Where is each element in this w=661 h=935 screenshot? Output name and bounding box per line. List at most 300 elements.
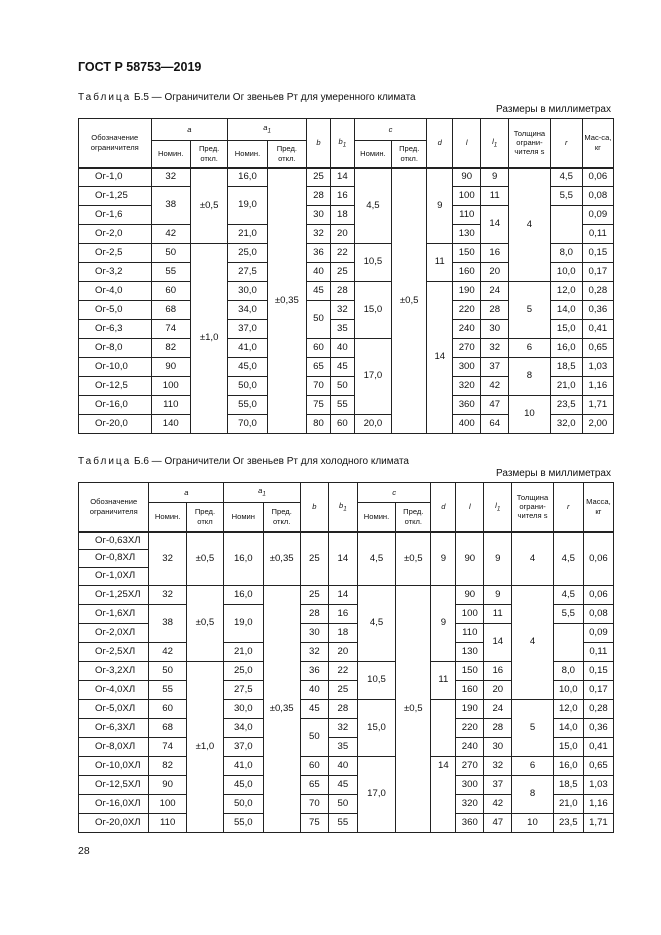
table6-cell-desig: Ог-5,0ХЛ bbox=[79, 700, 149, 719]
table5-cell-l1: 42 bbox=[481, 377, 509, 396]
table6-cell-a: 82 bbox=[149, 757, 186, 776]
table6-cell-desig: Ог-2,5ХЛ bbox=[79, 643, 149, 662]
table6-header-mass: Масса, кг bbox=[583, 483, 613, 532]
table5-cell-b1: 55 bbox=[330, 396, 354, 415]
table5-cell-c: 15,0 bbox=[354, 282, 391, 339]
table6-header-l1-label: l bbox=[495, 500, 497, 510]
table6-cell-l1: 42 bbox=[484, 795, 512, 814]
table6-cell-r: 18,5 bbox=[553, 776, 583, 795]
table6-header-a1-sub: 1 bbox=[262, 490, 266, 498]
table6-cell-l1: 11 bbox=[484, 605, 512, 624]
table5-header-b1 bbox=[330, 119, 354, 168]
table5-subheader-nom-c: Номин. bbox=[354, 141, 391, 168]
table6-cell-c: 4,5 bbox=[357, 532, 395, 586]
table6-cell-a1: 27,5 bbox=[224, 681, 263, 700]
table5-header-row bbox=[79, 119, 614, 141]
page-number: 28 bbox=[78, 845, 90, 857]
table5-cell-c: 4,5 bbox=[354, 168, 391, 244]
table6-cell-mass: 0,06 bbox=[583, 586, 613, 605]
table5-cell-l1: 11 bbox=[481, 187, 509, 206]
table6-cell-tol-a: ±0,5 bbox=[186, 586, 223, 662]
table6-cell-tol-a1: ±0,35 bbox=[263, 586, 300, 833]
table5-cell-b1: 20 bbox=[330, 225, 354, 244]
table5-cell-mass: 0,17 bbox=[582, 263, 613, 282]
table6-caption-lead: Таблица bbox=[78, 456, 132, 467]
table6-cell-b: 45 bbox=[300, 700, 328, 719]
table6-subheader-tol-a: Пред. откл bbox=[186, 503, 223, 532]
table5-cell-b: 80 bbox=[307, 415, 331, 434]
table5-cell-desig: Ог-1,6 bbox=[79, 206, 152, 225]
table6-cell-desig: Ог-3,2ХЛ bbox=[79, 662, 149, 681]
table6-cell-a1: 34,0 bbox=[224, 719, 263, 738]
table6-header-l: l bbox=[456, 483, 484, 532]
table5-cell-b1: 25 bbox=[330, 263, 354, 282]
table5-cell-tol-c: ±0,5 bbox=[392, 168, 427, 434]
table5-cell-r: 32,0 bbox=[550, 415, 582, 434]
table5-cell-a: 74 bbox=[151, 320, 190, 339]
table5-cell-b1: 45 bbox=[330, 358, 354, 377]
table6-cell-a: 55 bbox=[149, 681, 186, 700]
table6-cell-b1: 25 bbox=[328, 681, 357, 700]
table6-cell-l1: 32 bbox=[484, 757, 512, 776]
table-row bbox=[79, 396, 614, 415]
table5-header-mass: Мас-са, кг bbox=[582, 119, 613, 168]
table5-cell-b1: 14 bbox=[330, 168, 354, 187]
table6-header-row bbox=[79, 483, 614, 503]
table6-header-a: a bbox=[149, 483, 224, 503]
table5-cell-l: 320 bbox=[453, 377, 481, 396]
table6-cell-l: 90 bbox=[456, 586, 484, 605]
table5-cell-l: 150 bbox=[453, 244, 481, 263]
table6-cell-desig: Ог-2,0ХЛ bbox=[79, 624, 149, 643]
table5-cell-b1: 16 bbox=[330, 187, 354, 206]
table6-cell-mass: 0,11 bbox=[583, 643, 613, 662]
table6-cell-a: 32 bbox=[149, 586, 186, 605]
table5-cell-l1: 37 bbox=[481, 358, 509, 377]
table5-header-b1-label: b bbox=[338, 136, 343, 146]
table5-header-b1-sub: 1 bbox=[342, 141, 347, 149]
table5-cell-l: 240 bbox=[453, 320, 481, 339]
table6-cell-a: 110 bbox=[149, 814, 186, 833]
table6-cell-a1: 16,0 bbox=[224, 586, 263, 605]
table6-cell-a: 60 bbox=[149, 700, 186, 719]
table5-cell-l: 90 bbox=[453, 168, 481, 187]
table6-cell-l1: 37 bbox=[484, 776, 512, 795]
table5-cell-b1: 18 bbox=[330, 206, 354, 225]
table6-cell-b1: 45 bbox=[328, 776, 357, 795]
table5-cell-mass: 0,09 bbox=[582, 206, 613, 225]
table6-cell-b1: 32 bbox=[328, 719, 357, 738]
table6-cell-desig: Ог-0,63ХЛ bbox=[79, 532, 149, 550]
table-row bbox=[79, 776, 614, 795]
table6-cell-l: 130 bbox=[456, 643, 484, 662]
table5-header-a1-label: a bbox=[263, 123, 268, 133]
table5-cell-c: 17,0 bbox=[354, 339, 391, 415]
table5-cell-desig: Ог-3,2 bbox=[79, 263, 152, 282]
table6-cell-a1: 41,0 bbox=[224, 757, 263, 776]
table5-cell-r: 8,0 bbox=[550, 244, 582, 263]
table6-cell-l: 270 bbox=[456, 757, 484, 776]
table5-cell-l: 360 bbox=[453, 396, 481, 415]
table6-cell-mass: 1,03 bbox=[583, 776, 613, 795]
table5-header-c: c bbox=[354, 119, 427, 141]
table5-cell-a1: 16,0 bbox=[228, 168, 267, 187]
table5-cell-l1: 64 bbox=[481, 415, 509, 434]
table6-cell-a1: 55,0 bbox=[224, 814, 263, 833]
table6-cell-b: 75 bbox=[300, 814, 328, 833]
table6-cell-c: 15,0 bbox=[357, 700, 395, 757]
table5-cell-mass: 0,15 bbox=[582, 244, 613, 263]
table6-cell-l1: 24 bbox=[484, 700, 512, 719]
table6-cell-l: 320 bbox=[456, 795, 484, 814]
table6-cell-c: 10,5 bbox=[357, 662, 395, 700]
table5-cell-l: 160 bbox=[453, 263, 481, 282]
table5-header-desig: Обозначение ограничителя bbox=[79, 119, 152, 168]
table5-cell-mass: 0,28 bbox=[582, 282, 613, 301]
table5-cell-mass: 2,00 bbox=[582, 415, 613, 434]
table6-cell-r bbox=[553, 624, 583, 662]
table6-cell-a1: 19,0 bbox=[224, 605, 263, 643]
table6-cell-l1: 28 bbox=[484, 719, 512, 738]
table5-cell-tol-a: ±0,5 bbox=[190, 168, 227, 244]
table6-cell-a1: 16,0 bbox=[224, 532, 263, 586]
table6-cell-d: 11 bbox=[431, 662, 456, 700]
table6-cell-l1: 9 bbox=[484, 586, 512, 605]
table5-cell-b: 75 bbox=[307, 396, 331, 415]
table6-header-b1-label: b bbox=[338, 500, 344, 510]
table5-cell-desig: Ог-5,0 bbox=[79, 301, 152, 320]
table6-cell-b: 40 bbox=[300, 681, 328, 700]
table5-cell-tol-a1: ±0,35 bbox=[267, 168, 306, 434]
table6-cell-a1: 25,0 bbox=[224, 662, 263, 681]
table5-cell-a1: 55,0 bbox=[228, 396, 267, 415]
table5-cell-a: 68 bbox=[151, 301, 190, 320]
table5-cell-b: 28 bbox=[307, 187, 331, 206]
table6-cell-l: 190 bbox=[456, 700, 484, 719]
table6-header-r: r bbox=[553, 483, 583, 532]
table6-cell-a: 74 bbox=[149, 738, 186, 757]
table5-cell-desig: Ог-6,3 bbox=[79, 320, 152, 339]
table6-cell-r: 12,0 bbox=[553, 700, 583, 719]
table5-subheader-tol-a1: Пред. откл. bbox=[267, 141, 306, 168]
table6-cell-l: 300 bbox=[456, 776, 484, 795]
table6-cell-r: 5,5 bbox=[553, 605, 583, 624]
table5-cell-r: 10,0 bbox=[550, 263, 582, 282]
table5-cell-a: 55 bbox=[151, 263, 190, 282]
table5-cell-a1: 27,5 bbox=[228, 263, 267, 282]
table5-cell-l1: 47 bbox=[481, 396, 509, 415]
table6-cell-d: 9 bbox=[431, 532, 456, 586]
table6-cell-s: 10 bbox=[512, 814, 553, 833]
table5-cell-mass: 0,36 bbox=[582, 301, 613, 320]
table5-cell-desig: Ог-1,0 bbox=[79, 168, 152, 187]
table6-cell-desig: Ог-0,8ХЛ bbox=[79, 550, 149, 568]
table5-cell-desig: Ог-10,0 bbox=[79, 358, 152, 377]
table6-cell-a: 42 bbox=[149, 643, 186, 662]
table6-cell-a: 90 bbox=[149, 776, 186, 795]
table6-cell-b1: 16 bbox=[328, 605, 357, 624]
table6-cell-desig: Ог-10,0ХЛ bbox=[79, 757, 149, 776]
table5-cell-a1: 45,0 bbox=[228, 358, 267, 377]
table5-cell-l1: 28 bbox=[481, 301, 509, 320]
document-title: ГОСТ Р 58753—2019 bbox=[78, 60, 202, 74]
table5-cell-d: 9 bbox=[427, 168, 453, 244]
table6-cell-b1: 20 bbox=[328, 643, 357, 662]
table5-cell-a1: 21,0 bbox=[228, 225, 267, 244]
table5-cell-b: 36 bbox=[307, 244, 331, 263]
table5-cell-r bbox=[550, 206, 582, 244]
table6-cell-b: 30 bbox=[300, 624, 328, 643]
table5-cell-s: 8 bbox=[509, 358, 550, 396]
table5-header-thickness: Толщина ограни-чителя s bbox=[509, 119, 550, 168]
table6-cell-r: 10,0 bbox=[553, 681, 583, 700]
table6-cell-l: 110 bbox=[456, 624, 484, 643]
table6-cell-r: 8,0 bbox=[553, 662, 583, 681]
table6-cell-d bbox=[431, 700, 456, 757]
table6-cell-tol-a: ±1,0 bbox=[186, 662, 223, 833]
table6-cell-l1: 47 bbox=[484, 814, 512, 833]
table5-cell-b: 65 bbox=[307, 358, 331, 377]
table5-cell-a: 42 bbox=[151, 225, 190, 244]
table5-cell-tol-a: ±1,0 bbox=[190, 244, 227, 434]
table6-cell-r: 21,0 bbox=[553, 795, 583, 814]
table5-header-d: d bbox=[427, 119, 453, 168]
table6-header-c: c bbox=[357, 483, 431, 503]
table6-cell-d: 9 bbox=[431, 586, 456, 662]
table6-cell-b1: 35 bbox=[328, 738, 357, 757]
table6-cell-desig: Ог-1,25ХЛ bbox=[79, 586, 149, 605]
table-row bbox=[79, 586, 614, 605]
table6-cell-mass: 0,36 bbox=[583, 719, 613, 738]
table5-cell-r: 12,0 bbox=[550, 282, 582, 301]
table6-header-b1 bbox=[328, 483, 357, 532]
table5-header-a: a bbox=[151, 119, 228, 141]
table6-cell-a: 100 bbox=[149, 795, 186, 814]
table5-cell-b1: 22 bbox=[330, 244, 354, 263]
table5-cell-l: 220 bbox=[453, 301, 481, 320]
table6-cell-mass: 0,28 bbox=[583, 700, 613, 719]
table-row bbox=[79, 700, 614, 719]
table6-cell-b1: 28 bbox=[328, 700, 357, 719]
table5-cell-r: 23,5 bbox=[550, 396, 582, 415]
table5-cell-l: 300 bbox=[453, 358, 481, 377]
table5-header-r: r bbox=[550, 119, 582, 168]
table6-cell-desig: Ог-16,0ХЛ bbox=[79, 795, 149, 814]
table5-header-l1-sub: 1 bbox=[493, 141, 498, 149]
table6-cell-mass: 0,08 bbox=[583, 605, 613, 624]
table5-cell-mass: 0,11 bbox=[582, 225, 613, 244]
table6-cell-b1: 22 bbox=[328, 662, 357, 681]
table5-cell-b: 25 bbox=[307, 168, 331, 187]
table5-cell-l: 130 bbox=[453, 225, 481, 244]
table6-cell-desig: Ог-4,0ХЛ bbox=[79, 681, 149, 700]
table6-cell-desig: Ог-20,0ХЛ bbox=[79, 814, 149, 833]
table5-cell-l: 270 bbox=[453, 339, 481, 358]
table5-cell-r: 14,0 bbox=[550, 301, 582, 320]
table6-cell-a1: 45,0 bbox=[224, 776, 263, 795]
table5-cell-a1: 19,0 bbox=[228, 187, 267, 225]
table6-cell-b: 28 bbox=[300, 605, 328, 624]
table5-cell-s: 5 bbox=[509, 282, 550, 339]
table6-subheader-tol-c: Пред. откл. bbox=[396, 503, 431, 532]
table6-cell-tol-c: ±0,5 bbox=[396, 532, 431, 586]
table5-cell-b1: 40 bbox=[330, 339, 354, 358]
table5-header-a1 bbox=[228, 119, 307, 141]
table5-subheader-tol-c: Пред. откл. bbox=[392, 141, 427, 168]
table5-cell-l1: 20 bbox=[481, 263, 509, 282]
table5-cell-l: 110 bbox=[453, 206, 481, 225]
table6-cell-l: 220 bbox=[456, 719, 484, 738]
table5-cell-mass: 1,71 bbox=[582, 396, 613, 415]
table6-cell-mass: 0,15 bbox=[583, 662, 613, 681]
table5-cell-mass: 0,41 bbox=[582, 320, 613, 339]
table5-cell-b: 60 bbox=[307, 339, 331, 358]
table6-cell-b1: 14 bbox=[328, 532, 357, 586]
table6-cell-desig: Ог-6,3ХЛ bbox=[79, 719, 149, 738]
table6-cell-a1: 21,0 bbox=[224, 643, 263, 662]
table6-cell-d: 14 bbox=[431, 757, 456, 833]
table6-cell-b: 70 bbox=[300, 795, 328, 814]
table6-cell-b: 32 bbox=[300, 643, 328, 662]
table5-cell-s: 10 bbox=[509, 396, 550, 434]
table6 bbox=[78, 482, 614, 833]
table6-cell-l1: 9 bbox=[484, 532, 512, 586]
table5-cell-l1: 14 bbox=[481, 206, 509, 244]
table5-cell-b: 70 bbox=[307, 377, 331, 396]
table5-cell-s: 4 bbox=[509, 168, 550, 282]
table5-cell-l: 190 bbox=[453, 282, 481, 301]
table5-units: Размеры в миллиметрах bbox=[496, 104, 611, 115]
table6-cell-b: 60 bbox=[300, 757, 328, 776]
table6-cell-mass: 1,71 bbox=[583, 814, 613, 833]
table6-caption bbox=[78, 456, 409, 467]
table5-cell-l1: 9 bbox=[481, 168, 509, 187]
table5-cell-b1: 60 bbox=[330, 415, 354, 434]
table5-caption-lead: Таблица bbox=[78, 92, 132, 103]
table5-header-l: l bbox=[453, 119, 481, 168]
table6-cell-tol-c: ±0,5 bbox=[396, 586, 431, 833]
table6-cell-s: 4 bbox=[512, 532, 553, 586]
table6-cell-b: 25 bbox=[300, 532, 328, 586]
table5-cell-b: 50 bbox=[307, 301, 331, 339]
table5-cell-desig: Ог-1,25 bbox=[79, 187, 152, 206]
table6-cell-r: 4,5 bbox=[553, 532, 583, 586]
table5-cell-r: 5,5 bbox=[550, 187, 582, 206]
table6-header-l1 bbox=[484, 483, 512, 532]
table6-cell-desig: Ог-12,5ХЛ bbox=[79, 776, 149, 795]
table6-cell-c: 17,0 bbox=[357, 757, 395, 833]
table6-cell-mass: 0,41 bbox=[583, 738, 613, 757]
table-row bbox=[79, 358, 614, 377]
table5-caption-text: Б.5 — Ограничители Ог звеньев Рт для умеренного климата bbox=[134, 92, 416, 103]
table-row bbox=[79, 282, 614, 301]
table5-cell-r: 16,0 bbox=[550, 339, 582, 358]
table-row bbox=[79, 532, 614, 550]
table6-cell-mass: 0,17 bbox=[583, 681, 613, 700]
table5-cell-c: 10,5 bbox=[354, 244, 391, 282]
table6-cell-l: 360 bbox=[456, 814, 484, 833]
table6-cell-l: 240 bbox=[456, 738, 484, 757]
table6-cell-r: 4,5 bbox=[553, 586, 583, 605]
table5-cell-r: 4,5 bbox=[550, 168, 582, 187]
table6-header-a1-label: a bbox=[258, 486, 263, 496]
table5-cell-l1: 24 bbox=[481, 282, 509, 301]
table6-cell-a: 38 bbox=[149, 605, 186, 643]
table5-cell-b1: 32 bbox=[330, 301, 354, 320]
table5-cell-mass: 0,65 bbox=[582, 339, 613, 358]
table6-cell-s: 8 bbox=[512, 776, 553, 814]
table6-cell-c: 4,5 bbox=[357, 586, 395, 662]
table6-cell-mass: 0,09 bbox=[583, 624, 613, 643]
table6-cell-a: 32 bbox=[149, 532, 186, 586]
table5-cell-b1: 50 bbox=[330, 377, 354, 396]
table6-cell-s: 6 bbox=[512, 757, 553, 776]
table5-cell-a: 110 bbox=[151, 396, 190, 415]
table5-header-l1 bbox=[481, 119, 509, 168]
table5-cell-r: 18,5 bbox=[550, 358, 582, 377]
table-row bbox=[79, 339, 614, 358]
table5-caption bbox=[78, 92, 416, 103]
table5-cell-desig: Ог-2,5 bbox=[79, 244, 152, 263]
table5-cell-a1: 70,0 bbox=[228, 415, 267, 434]
table5-cell-a: 140 bbox=[151, 415, 190, 434]
table6-header-d: d bbox=[431, 483, 456, 532]
table6-cell-tol-a1: ±0,35 bbox=[263, 532, 300, 586]
table6-subheader-nom-a1: Номин bbox=[224, 503, 263, 532]
table5-cell-b: 32 bbox=[307, 225, 331, 244]
table5-cell-l1: 32 bbox=[481, 339, 509, 358]
table6-header-thickness: Толщина ограни-чителя s bbox=[512, 483, 553, 532]
table6-cell-r: 16,0 bbox=[553, 757, 583, 776]
table5-cell-mass: 1,03 bbox=[582, 358, 613, 377]
table6-subheader-nom-a: Номин. bbox=[149, 503, 186, 532]
table5-cell-s: 6 bbox=[509, 339, 550, 358]
table5-cell-a1: 25,0 bbox=[228, 244, 267, 263]
table5-cell-d: 11 bbox=[427, 244, 453, 282]
table6-cell-r: 14,0 bbox=[553, 719, 583, 738]
table6-cell-b1: 50 bbox=[328, 795, 357, 814]
table5-cell-a: 32 bbox=[151, 168, 190, 187]
table6-cell-a1: 30,0 bbox=[224, 700, 263, 719]
table5-cell-b: 45 bbox=[307, 282, 331, 301]
table6-cell-mass: 0,06 bbox=[583, 532, 613, 586]
table5-cell-l1: 30 bbox=[481, 320, 509, 339]
table6-cell-desig: Ог-1,6ХЛ bbox=[79, 605, 149, 624]
table6-cell-l1: 14 bbox=[484, 624, 512, 662]
table6-units: Размеры в миллиметрах bbox=[496, 468, 611, 479]
table5-header-a1-sub: 1 bbox=[267, 127, 272, 135]
table6-header-l1-sub: 1 bbox=[496, 505, 501, 513]
table6-cell-l1: 20 bbox=[484, 681, 512, 700]
table6-cell-b1: 55 bbox=[328, 814, 357, 833]
table5-cell-a1: 41,0 bbox=[228, 339, 267, 358]
table5-cell-desig: Ог-8,0 bbox=[79, 339, 152, 358]
table6-cell-b1: 14 bbox=[328, 586, 357, 605]
table6-header-a1 bbox=[224, 483, 301, 503]
table6-cell-l: 90 bbox=[456, 532, 484, 586]
table6-cell-b1: 18 bbox=[328, 624, 357, 643]
table5-cell-a: 82 bbox=[151, 339, 190, 358]
table6-cell-r: 23,5 bbox=[553, 814, 583, 833]
table5-cell-l: 400 bbox=[453, 415, 481, 434]
table6-cell-b: 65 bbox=[300, 776, 328, 795]
table5-cell-d: 14 bbox=[427, 282, 453, 434]
table6-caption-text: Б.6 — Ограничители Ог звеньев Рт для холодного климата bbox=[134, 456, 409, 467]
table5-cell-a: 38 bbox=[151, 187, 190, 225]
table6-subheader-nom-c: Номин. bbox=[357, 503, 395, 532]
table6-subheader-tol-a1: Пред. откл. bbox=[263, 503, 300, 532]
table5-cell-r: 21,0 bbox=[550, 377, 582, 396]
